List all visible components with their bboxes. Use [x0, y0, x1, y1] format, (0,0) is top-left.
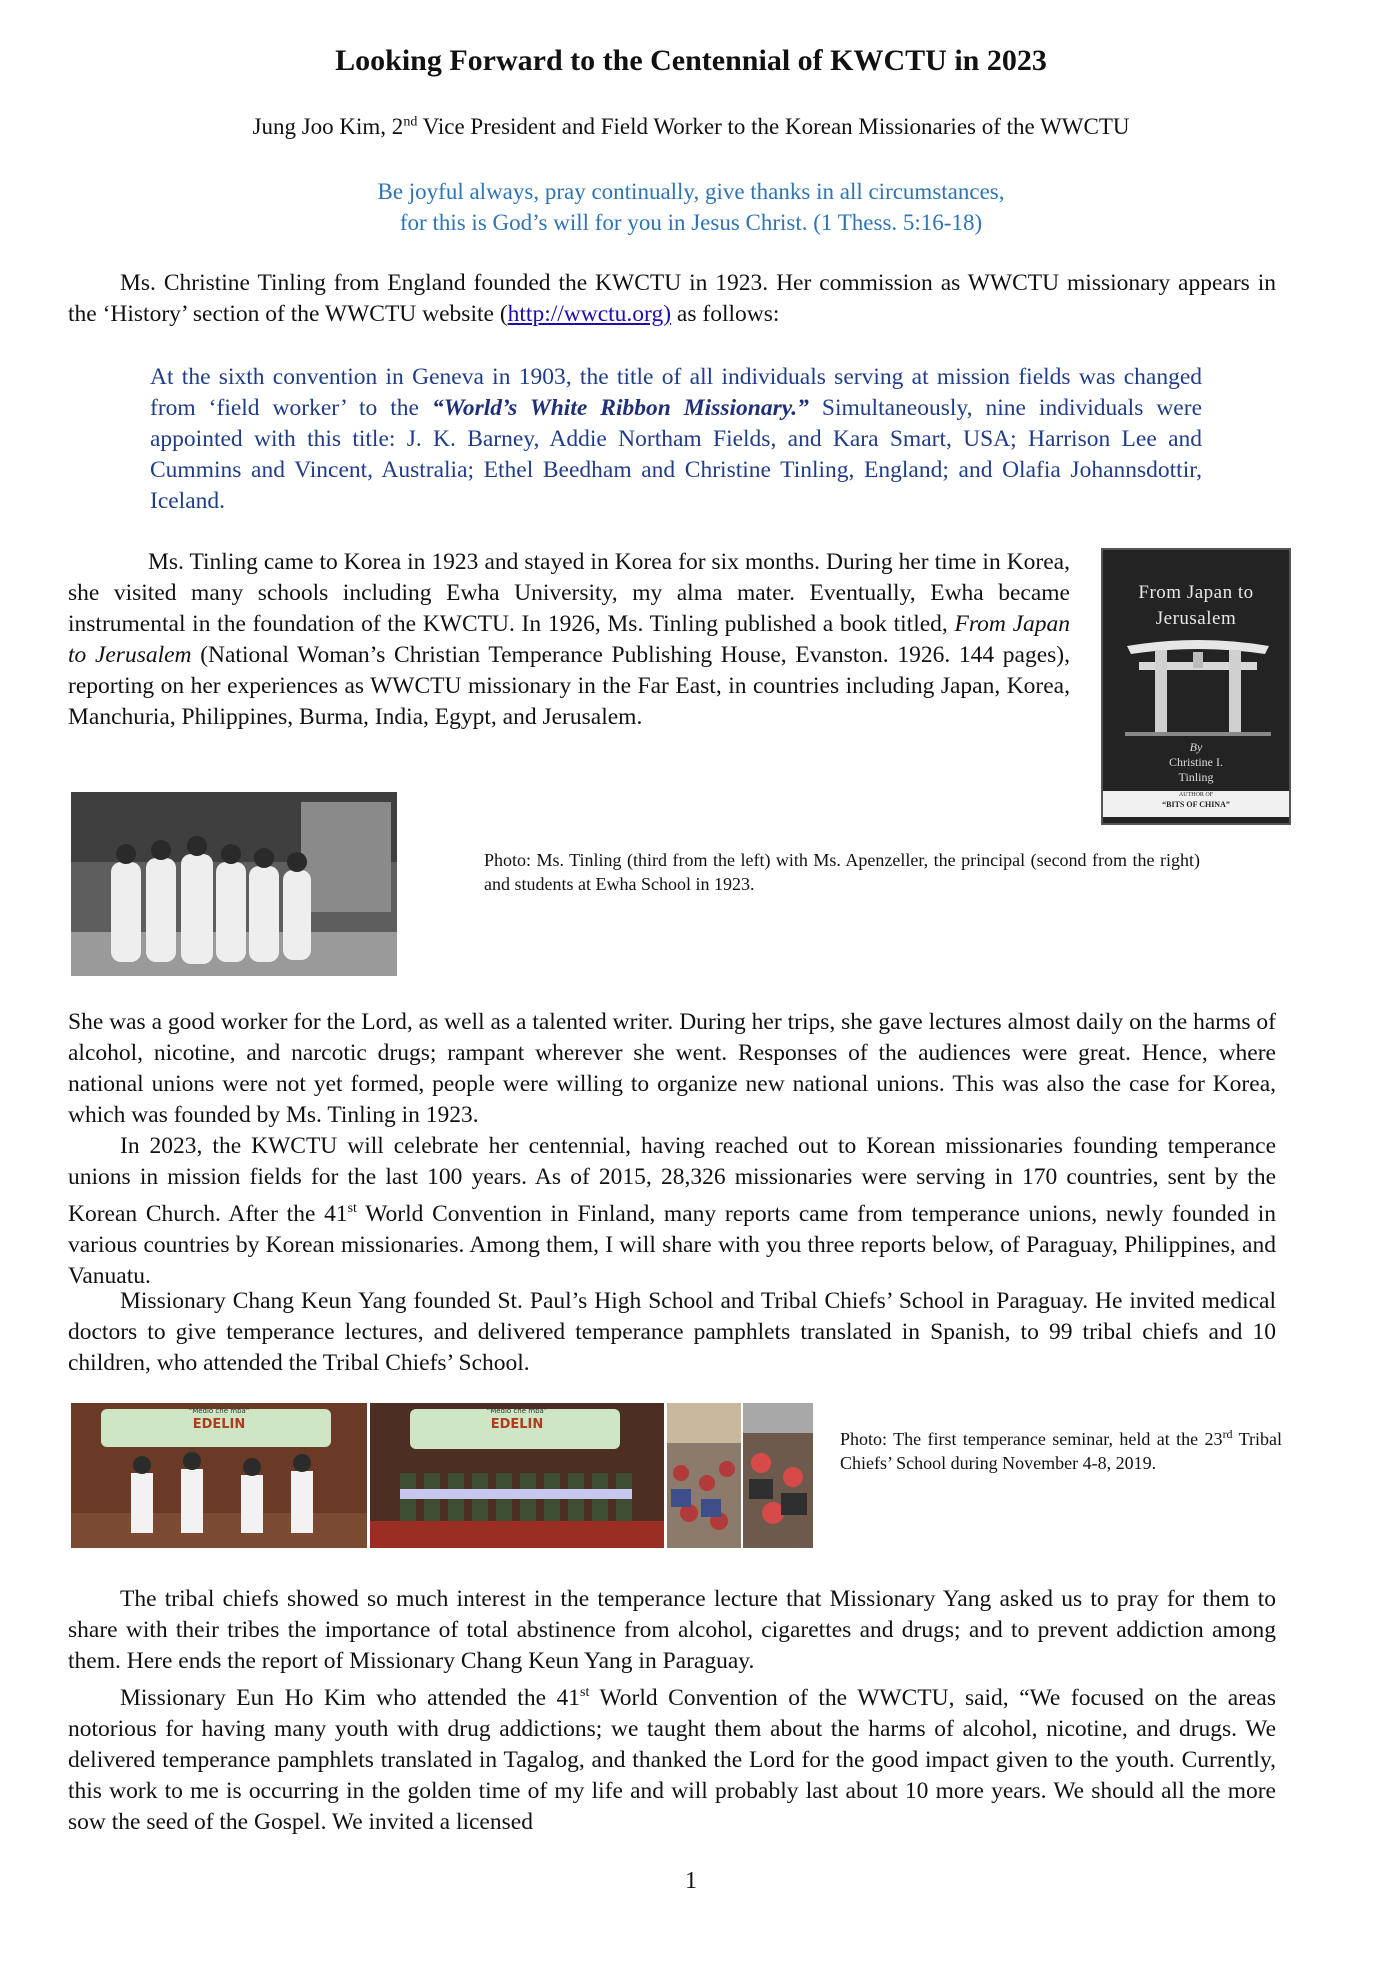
book-cover-author: By Christine I. Tinling: [1169, 740, 1223, 784]
wwctu-link[interactable]: http://wwctu.org): [507, 301, 672, 327]
byline: [0, 114, 1382, 140]
photo-caption-1: Photo: Ms. Tinling (third from the left) with Ms. Apenzeller, the principal (second from the right) and students at Ewha School in 1923.: [484, 850, 1200, 894]
p1-text: Ms. Christine Tinling from England founded the KWCTU in 1923. Her commission as WWCTU missionary appears in the ‘History’ section of the WWCTU website (: [68, 270, 1276, 327]
paragraph-1: [68, 268, 1276, 330]
page-number: 1: [685, 1868, 697, 1894]
verse-line-1: Be joyful always, pray continually, give thanks in all circumstances,: [377, 179, 1005, 204]
quote-after: Simultaneously, nine individuals were appointed with this title: J. K. Barney, Addie Northam Fields, and Kara Smart, USA; Harrison Lee and Cummins and Vincent, Australia; Ethel Beedham and Christine Tinling, England; and Olafia Johannsdottir, Iceland.: [150, 395, 1202, 514]
seminar-photo-4-illustration: [743, 1403, 813, 1548]
p4-sup: st: [347, 1201, 357, 1216]
book-cover-title: From Japan to Jerusalem: [1138, 582, 1254, 629]
p7-after: World Convention of the WWCTU, said, “We focused on the areas notorious for having many youth with drug addictions; we taught them about the harms of alcohol, nicotine, and drugs. We delivered temperance pamphlets translated in Tagalog, and thanked the Lord for the good impact given to the youth. Currently, this work to me is occurring in the golden time of my life and will probably last about 10 more years. We should all the more sow the seed of the Gospel. We invited a licensed: [68, 1684, 1276, 1835]
byline-sup: nd: [403, 114, 418, 130]
torii-gate-illustration: [1125, 636, 1271, 736]
seminar-photo-2: [370, 1403, 664, 1548]
seminar-photo-3: [667, 1403, 741, 1548]
paragraph-3: She was a good worker for the Lord, as well as a talented writer. During her trips, she gave lectures almost daily on the harms of alcohol, nicotine, and narcotic drugs; rampant wherever she went. Responses of the audiences were great. Hence, where national unions were not yet formed, people were willing to organize new national unions. This was also the case for Korea, which was founded by Ms. Tinling in 1923.: [68, 1009, 1276, 1128]
paragraph-6: [68, 1584, 1276, 1677]
quote-before: At the sixth convention in Geneva in 1903, the title of all individuals serving at mission fields was changed from ‘field worker’ to the: [150, 364, 1202, 421]
paragraph-2: [68, 547, 1070, 733]
p5-text: Missionary Chang Keun Yang founded St. Paul’s High School and Tribal Chiefs’ School in Paraguay. He invited medical doctors to give temperance lectures, and delivered temperance pamphlets translated in Spanish, to 99 tribal chiefs and 10 children, who attended the Tribal Chiefs’ School.: [68, 1288, 1276, 1376]
seminar-photo-4: [743, 1403, 813, 1548]
seminar-photo-3-illustration: [667, 1403, 741, 1548]
banner-2-subtext: “Medio che mbá”: [486, 1407, 548, 1415]
p4-before: In 2023, the KWCTU will celebrate her centennial, having reached out to Korean missionaries founding temperance unions in mission fields for the last 100 years. As of 2015, 28,326 missionaries were serving in 170 countries, sent by the Korean Church. After the 41: [68, 1133, 1276, 1227]
book-cover-footer: AUTHOR OF “BITS OF CHINA”: [1103, 791, 1289, 817]
p7-sup: st: [580, 1685, 590, 1700]
ewha-school-photo: [71, 792, 397, 976]
banner-2-text: EDELIN: [490, 1417, 544, 1432]
byline-after: Vice President and Field Worker to the Korean Missionaries of the WWCTU: [417, 114, 1130, 139]
p4-after: World Convention in Finland, many reports came from temperance unions, newly founded in various countries by Korean missionaries. Among them, I will share with you three reports below, of Paraguay, Philippines, and Vanuatu.: [68, 1200, 1276, 1289]
p7-before: Missionary Eun Ho Kim who attended the 41: [120, 1684, 581, 1711]
paragraph-5: [68, 1286, 1276, 1379]
paragraph-7: [68, 1677, 1276, 1838]
p1-text-end: as follows:: [671, 301, 780, 327]
p2-before: Ms. Tinling came to Korea in 1923 and stayed in Korea for six months. During her time in Korea, she visited many schools including Ewha University, my alma mater. Eventually, Ewha became instrumental in the foundation of the KWCTU. In 1926, Ms. Tinling published a book titled,: [68, 549, 1070, 637]
book-cover-image: [1101, 548, 1291, 825]
p2-after: (National Woman’s Christian Temperance Publishing House, Evanston. 1926. 144 pages), reporting on her experiences as WWCTU missionary in the Far East, in countries including Japan, Korea, Manchuria, Philippines, Burma, India, Egypt, and Jerusalem.: [68, 642, 1070, 730]
book-title: From Japan to Jerusalem: [68, 611, 1071, 668]
banner-1-subtext: “Medio che mbá”: [188, 1407, 250, 1415]
verse-line-2: for this is God’s will for you in Jesus Christ. (1 Thess. 5:16-18): [399, 210, 983, 235]
ewha-photo-illustration: [71, 792, 397, 976]
caption2-sup: rd: [1222, 1427, 1233, 1441]
byline-before: Jung Joo Kim, 2: [252, 114, 404, 139]
banner-1-text: EDELIN: [192, 1417, 246, 1432]
paragraph-4: [68, 1131, 1276, 1292]
photo-caption-2: [840, 1422, 1282, 1475]
scripture-verse: [0, 176, 1382, 238]
caption2-before: Photo: The first temperance seminar, held at the 23: [840, 1429, 1223, 1449]
document-title: Looking Forward to the Centennial of KWCTU in 2023: [335, 44, 1047, 77]
p6-text: The tribal chiefs showed so much interest in the temperance lecture that Missionary Yang asked us to pray for them to share with their tribes the importance of total abstinence from alcohol, cigarettes and drugs; and to prevent addiction among them. Here ends the report of Missionary Chang Keun Yang in Paraguay.: [68, 1586, 1276, 1674]
quote-emphasis: “World’s White Ribbon Missionary.”: [431, 395, 809, 421]
seminar-photo-1: [71, 1403, 367, 1548]
caption2-after: Tribal Chiefs’ School during November 4-8, 2019.: [840, 1429, 1282, 1473]
block-quote: [150, 362, 1202, 517]
